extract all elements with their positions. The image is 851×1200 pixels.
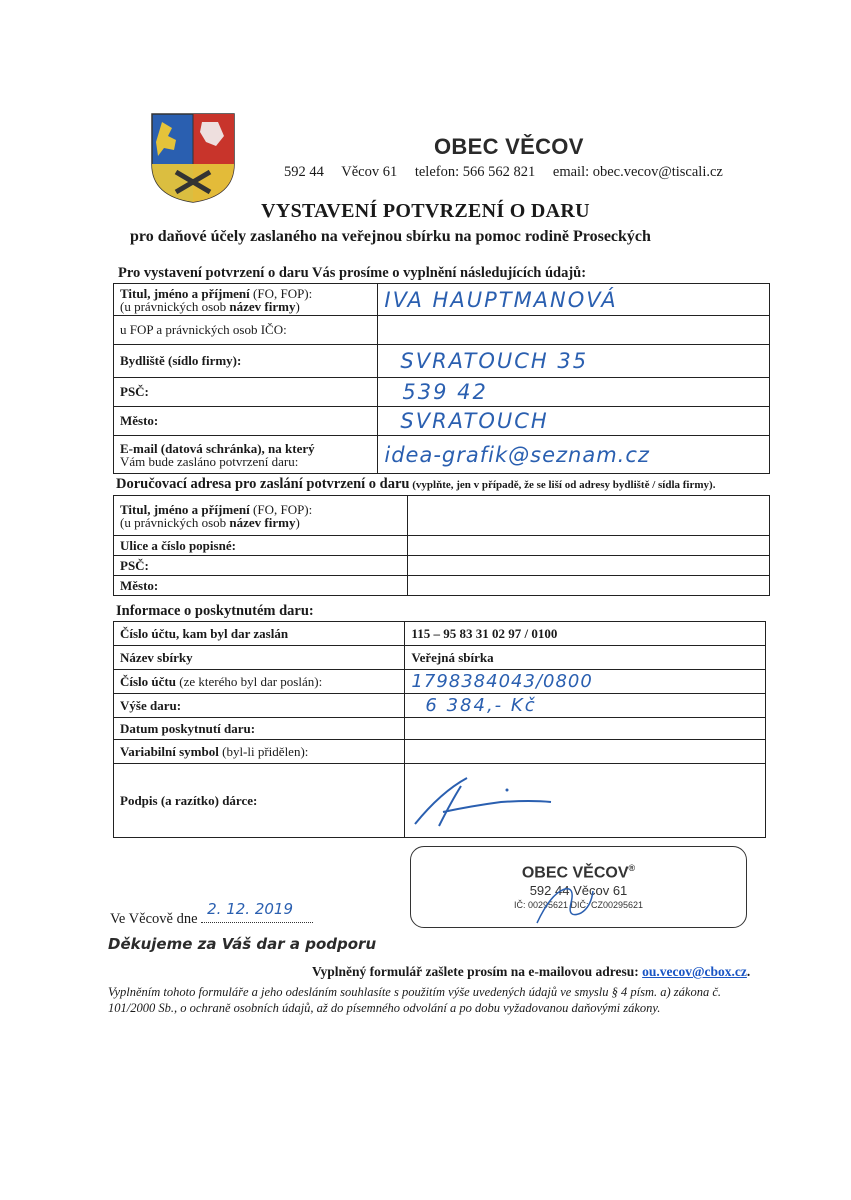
- psc-value: 539 42: [402, 380, 488, 404]
- table-row: [114, 536, 770, 556]
- table-row: [114, 407, 770, 436]
- table-row: [114, 646, 766, 670]
- org-address: Věcov 61: [341, 164, 398, 180]
- ico-label: u FOP a právnických osob IČO:: [114, 316, 378, 345]
- stamp-signature: [531, 883, 601, 927]
- table-row: [114, 622, 766, 646]
- table-row: [114, 576, 770, 596]
- psc-label: PSČ:: [114, 378, 378, 407]
- section2-heading: Doručovací adresa pro zaslání potvrzení o daru (vyplňte, jen v případě, že se liší od adresy bydliště / sídla firmy).: [116, 476, 716, 492]
- name-label: Titul, jméno a příjmení (FO, FOP): (u právnických osob název firmy): [114, 284, 378, 316]
- name-field[interactable]: [378, 284, 770, 316]
- collection-label: Název sbírky: [114, 646, 405, 670]
- account-from-field[interactable]: [405, 670, 766, 694]
- stamp-name: OBEC VĚCOV®: [521, 863, 636, 882]
- donor-signature: [411, 772, 561, 832]
- variable-symbol-label: Variabilní symbol (byl-li přidělen):: [114, 740, 405, 764]
- gdpr-notice: Vyplněním tohoto formuláře a jeho odesláním souhlasíte s použitím výše uvedených údajů ve smyslu § 4 písm. a) zákona č. 101/2000 Sb., o ochraně osobních údajů, až do písemného odvolání a po dobu vyžadovanou daňovými zákony.: [108, 985, 721, 1015]
- table-row: [114, 345, 770, 378]
- table-row: [114, 556, 770, 576]
- donation-date-label: Datum poskytnutí daru:: [114, 718, 405, 740]
- account-to-label: Číslo účtu, kam byl dar zaslán: [114, 622, 405, 646]
- psc-field[interactable]: [378, 378, 770, 407]
- stamp-address: 592 44 Věcov 61: [529, 883, 628, 898]
- delivery-address-table: [113, 495, 770, 596]
- amount-field[interactable]: [405, 694, 766, 718]
- email-field[interactable]: [378, 436, 770, 474]
- residence-label: Bydliště (sídlo firmy):: [114, 345, 378, 378]
- ico-field[interactable]: [378, 316, 770, 345]
- amount-label: Výše daru:: [114, 694, 405, 718]
- account-from-label: Číslo účtu (ze kterého byl dar poslán):: [114, 670, 405, 694]
- delivery-psc-field[interactable]: [407, 556, 769, 576]
- org-contact: [284, 164, 737, 181]
- city-value: SVRATOUCH: [400, 409, 549, 433]
- city-label: Město:: [114, 407, 378, 436]
- date-value: 2. 12. 2019: [207, 900, 294, 918]
- email-value: idea-grafik@seznam.cz: [384, 442, 650, 467]
- section2-note: (vyplňte, jen v případě, že se liší od adresy bydliště / sídla firmy).: [409, 479, 716, 491]
- org-psc: 592 44: [284, 164, 324, 180]
- delivery-psc-label: PSČ:: [114, 556, 408, 576]
- name-value: IVA HAUPTMANOVÁ: [384, 287, 618, 312]
- org-name: OBEC VĚCOV: [434, 134, 584, 159]
- table-row: [114, 670, 766, 694]
- donation-date-field[interactable]: [405, 718, 766, 740]
- delivery-name-field[interactable]: [407, 496, 769, 536]
- place-date: [110, 900, 313, 928]
- table-row: [114, 284, 770, 316]
- document-title: VYSTAVENÍ POTVRZENÍ O DARU: [261, 200, 590, 222]
- municipal-stamp: [410, 846, 747, 928]
- account-to-value: 115 – 95 83 31 02 97 / 0100: [405, 622, 766, 646]
- amount-value: 6 384,- Kč: [425, 695, 537, 716]
- variable-symbol-field[interactable]: [405, 740, 766, 764]
- place-label: Ve Věcově dne: [110, 911, 198, 927]
- send-email-link[interactable]: ou.vecov@cbox.cz: [642, 964, 747, 979]
- coat-of-arms-logo: [150, 112, 236, 204]
- signature-field[interactable]: [405, 764, 766, 838]
- table-row: [114, 316, 770, 345]
- section1-heading: Pro vystavení potvrzení o daru Vás prosíme o vyplnění následujících údajů:: [118, 265, 587, 281]
- donation-info-table: [113, 621, 766, 838]
- table-row: [114, 740, 766, 764]
- document-subtitle: pro daňové účely zaslaného na veřejnou sbírku na pomoc rodině Proseckých: [130, 228, 651, 245]
- section3-heading: Informace o poskytnutém daru:: [116, 603, 314, 619]
- account-from-value: 1798384043/0800: [411, 671, 593, 692]
- org-email: email: obec.vecov@tiscali.cz: [552, 164, 723, 180]
- table-row: [114, 378, 770, 407]
- collection-value: Veřejná sbírka: [405, 646, 766, 670]
- email-label: E-mail (datová schránka), na který Vám bude zasláno potvrzení daru:: [114, 436, 378, 474]
- signature-label: Podpis (a razítko) dárce:: [114, 764, 405, 838]
- donor-details-table: [113, 283, 770, 474]
- send-instruction: Vyplněný formulář zašlete prosím na e-mailovou adresu: ou.vecov@cbox.cz.: [312, 964, 751, 979]
- delivery-city-field[interactable]: [407, 576, 769, 596]
- delivery-street-label: Ulice a číslo popisné:: [114, 536, 408, 556]
- date-line[interactable]: [201, 900, 313, 923]
- delivery-name-label: Titul, jméno a příjmení (FO, FOP): (u právnických osob název firmy): [114, 496, 408, 536]
- table-row: [114, 436, 770, 474]
- stamp-ids: IČ: 00295621 DIČ: CZ00295621: [513, 900, 644, 910]
- org-phone: telefon: 566 562 821: [414, 164, 536, 180]
- delivery-street-field[interactable]: [407, 536, 769, 556]
- thanks-text: Děkujeme za Váš dar a podporu: [108, 935, 377, 953]
- table-row: [114, 764, 766, 838]
- residence-field[interactable]: [378, 345, 770, 378]
- delivery-city-label: Město:: [114, 576, 408, 596]
- table-row: [114, 718, 766, 740]
- table-row: [114, 496, 770, 536]
- city-field[interactable]: [378, 407, 770, 436]
- table-row: [114, 694, 766, 718]
- residence-value: SVRATOUCH 35: [400, 349, 589, 373]
